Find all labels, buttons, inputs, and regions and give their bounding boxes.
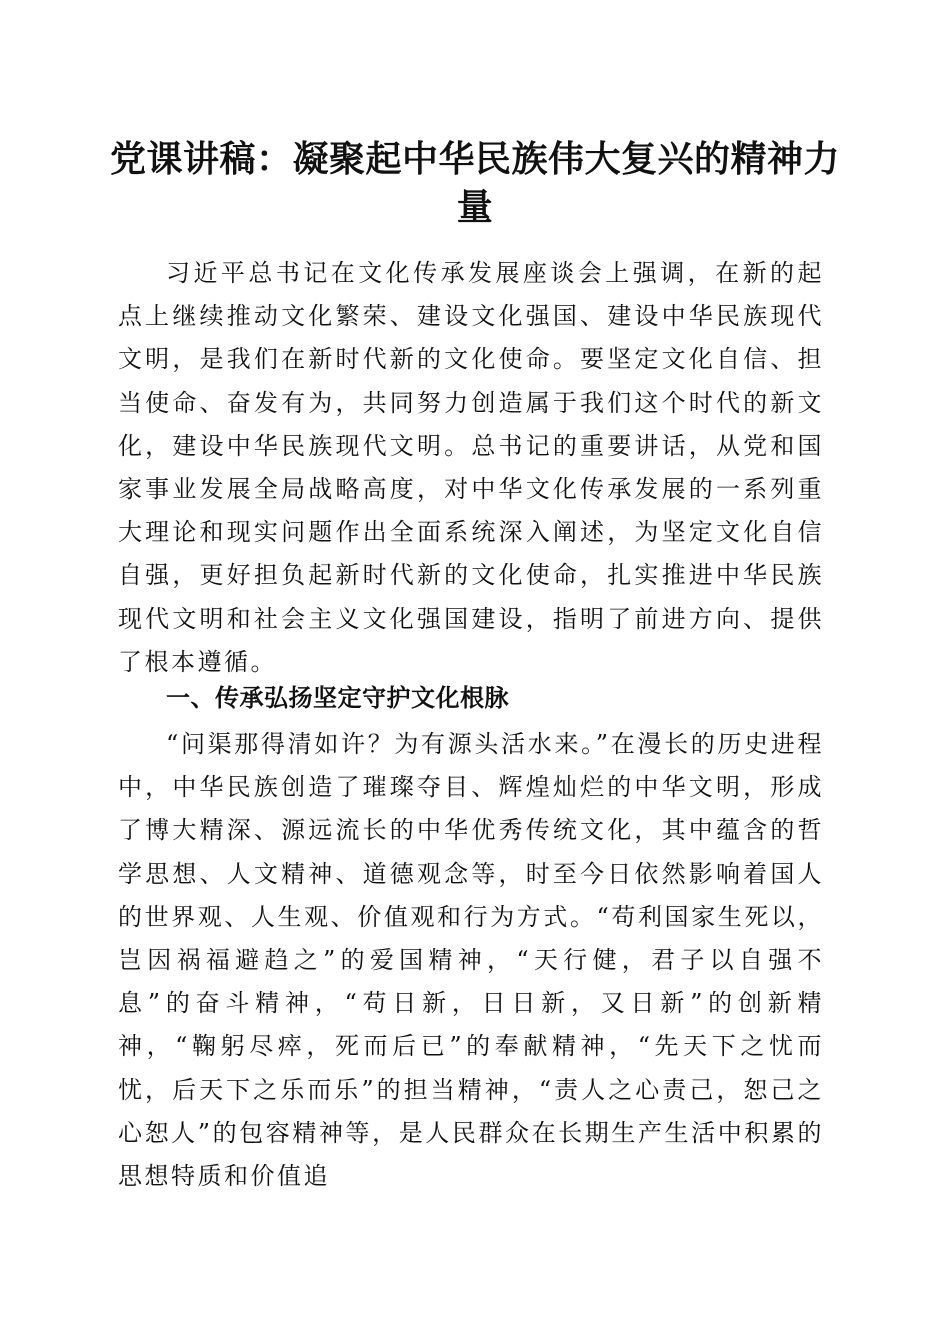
section-heading-1: 一、传承弘扬坚定守护文化根脉 — [166, 684, 509, 712]
body-paragraph-2: “问渠那得清如许？为有源头活水来。”在漫长的历史进程中，中华民族创造了璀璨夺目、辉煌灿烂的中华文明，形成了博大精深、源远流长的中华优秀传统文化，其中蕴含的哲学思想、人文精神、道德观念等，时至今日依然影响着国人的世界观、人生观、价值观和行为方式。“苟利国家生死以，岂因祸福避趋之”的爱国精神，“天行健，君子以自强不息”的奋斗精神，“苟日新，日日新，又日新”的创新精神，“鞠躬尽瘁，死而后已”的奉献精神，“先天下之忧而忧，后天下之乐而乐”的担当精神，“责人之心责己，恕己之心恕人”的包容精神等，是人民群众在长期生产生活中积累的思想特质和价值追 — [118, 730, 824, 1191]
body-paragraph-1: 习近平总书记在文化传承发展座谈会上强调，在新的起点上继续推动文化繁荣、建设文化强国、建设中华民族现代文明，是我们在新时代新的文化使命。要坚定文化自信、担当使命、奋发有为，共同努力创造属于我们这个时代的新文化，建设中华民族现代文明。总书记的重要讲话，从党和国家事业发展全局战略高度，对中华文化传承发展的一系列重大理论和现实问题作出全面系统深入阐述，为坚定文化自信自强，更好担负起新时代新的文化使命，扎实推进中华民族现代文明和社会主义文化强国建设，指明了前进方向、提供了根本遵循。 — [118, 259, 824, 676]
document-title: 党课讲稿：凝聚起中华民族伟大复兴的精神力量 — [109, 138, 840, 228]
